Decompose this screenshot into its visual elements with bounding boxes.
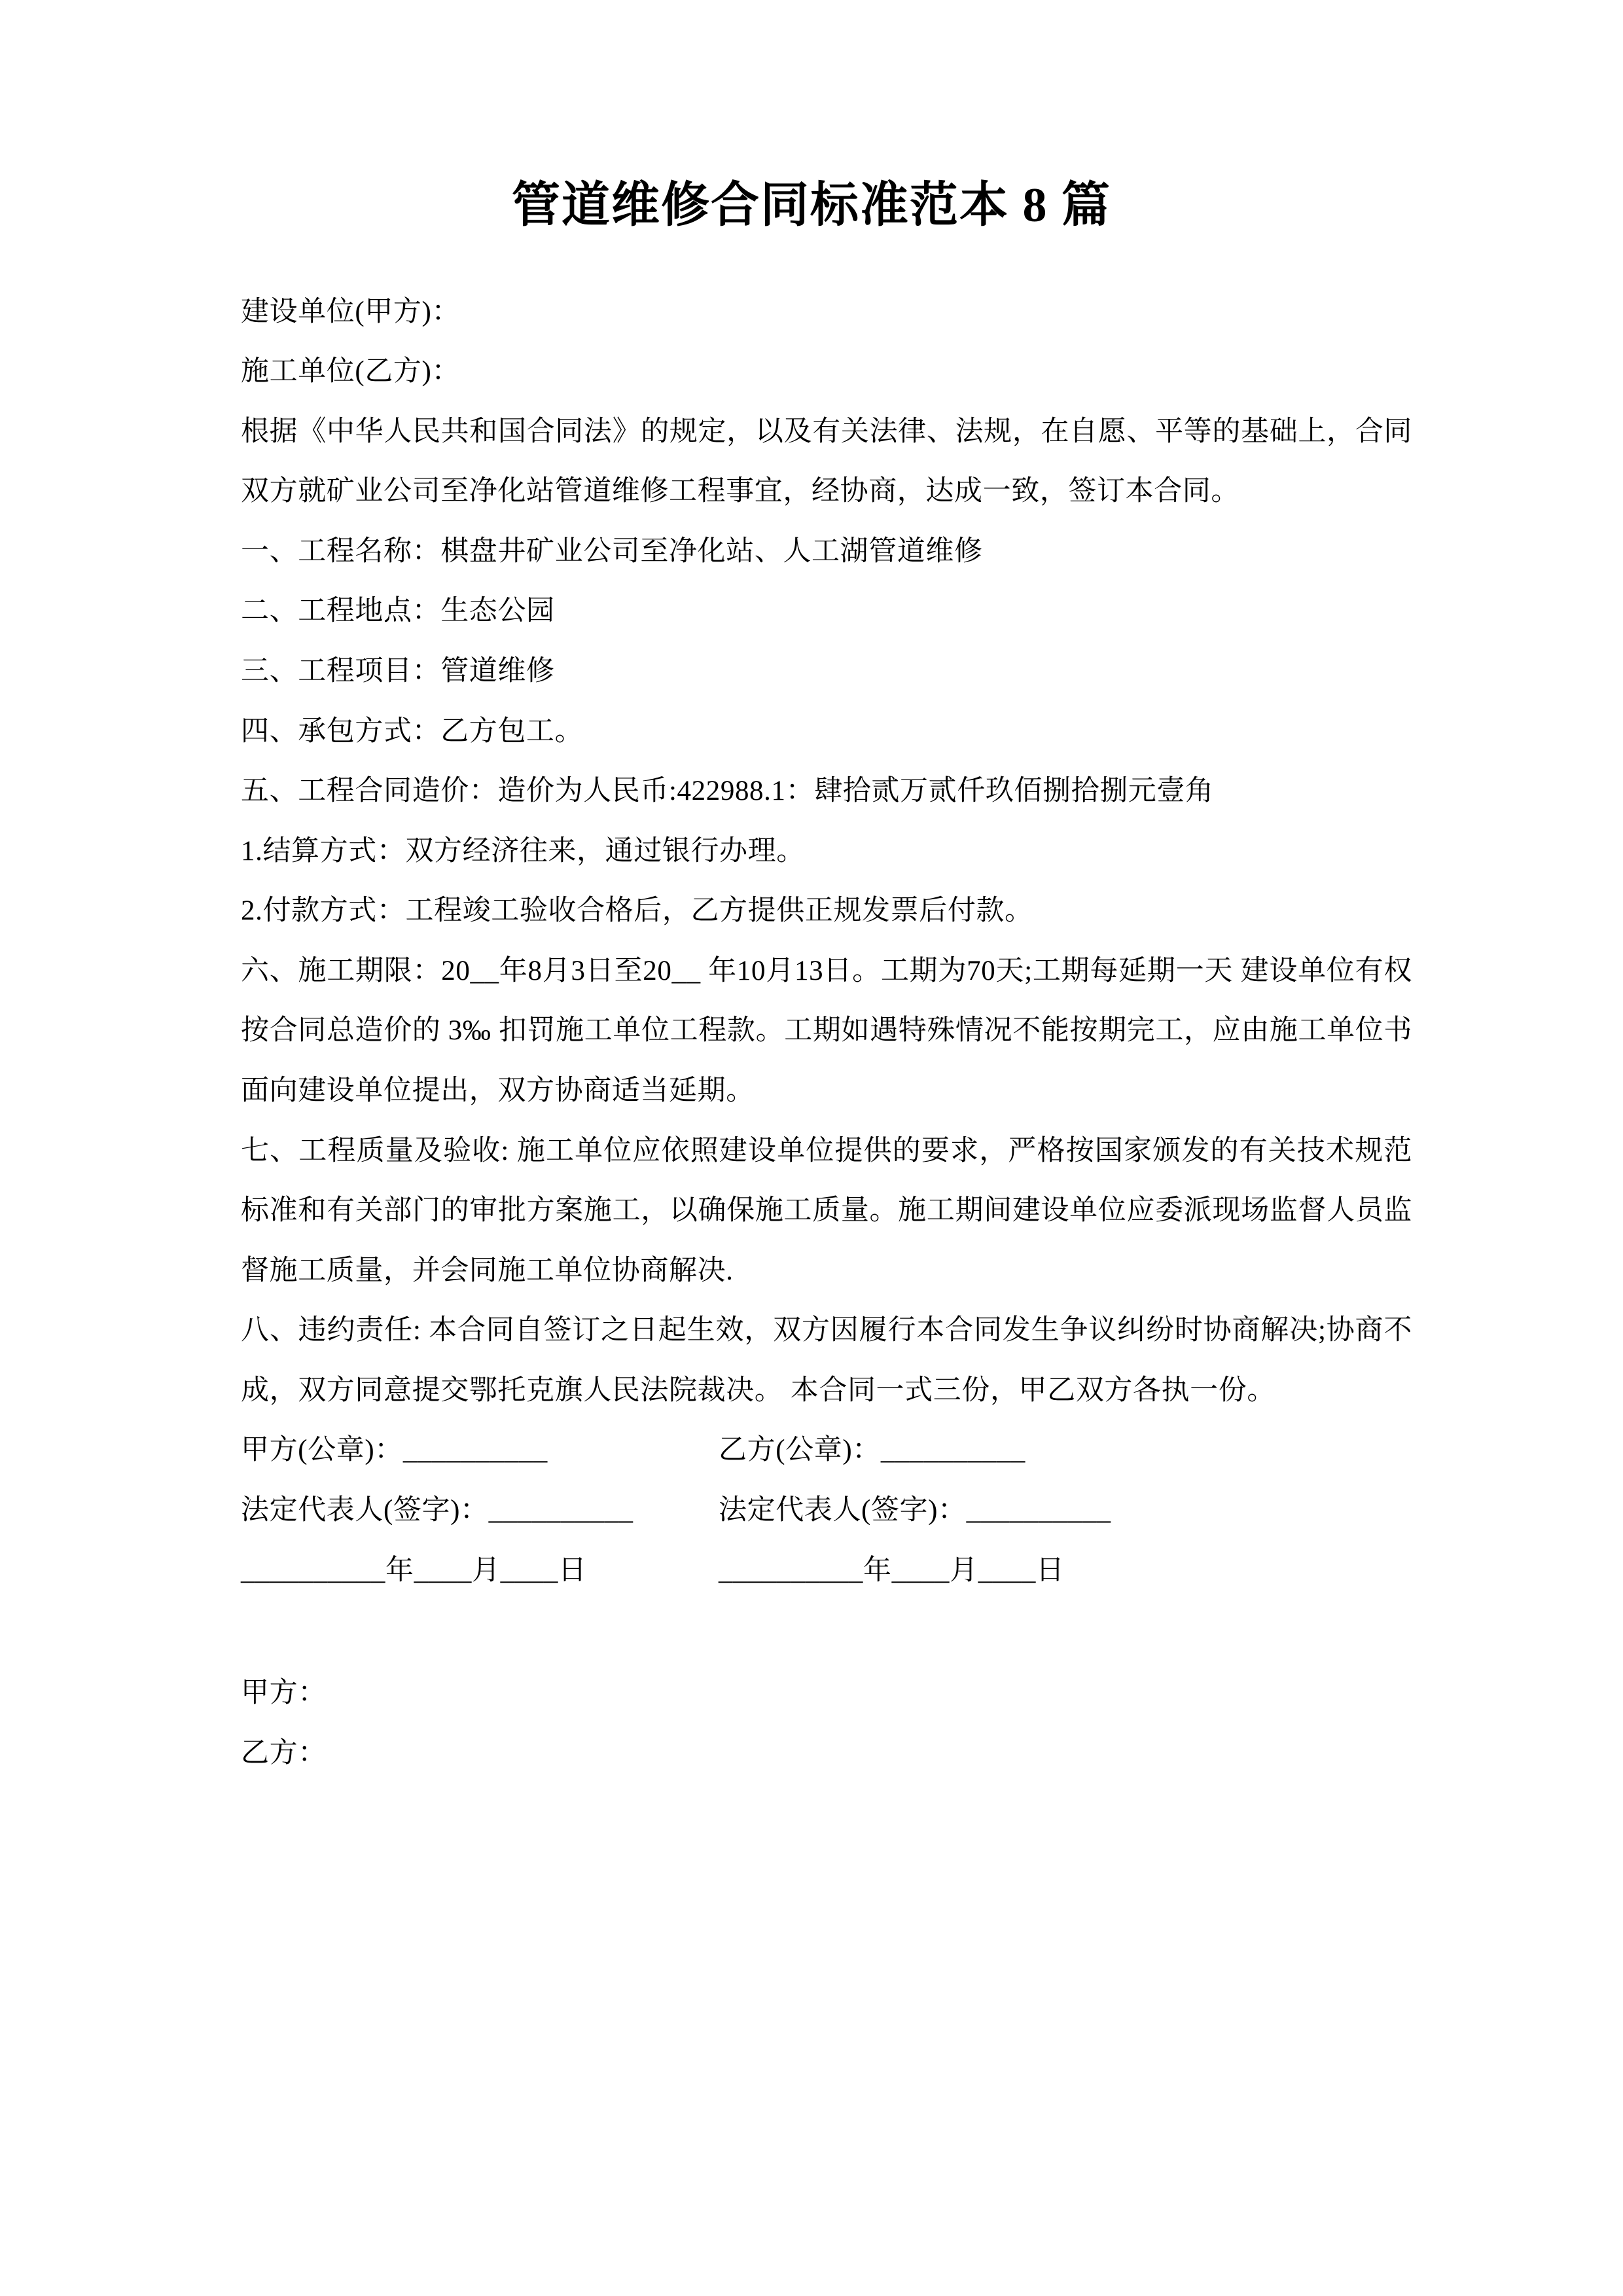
- seal-signature-row: [241, 1420, 1412, 1480]
- page-title: 管道维修合同标准范本 8 篇: [512, 179, 1111, 232]
- tail-party-block: [241, 1663, 1412, 1783]
- clause-5-2-payment-method: 2.付款方式：工程竣工验收合格后，乙方提供正规发票后付款。: [241, 895, 1033, 927]
- party-b-date-field[interactable]: __________年____月____日: [719, 1554, 1065, 1586]
- clause-4-contract-method: 四、承包方式：乙方包工。: [241, 715, 584, 747]
- party-a-representative-field[interactable]: 法定代表人(签字)：__________: [241, 1495, 633, 1526]
- party-a-date-field[interactable]: __________年____月____日: [241, 1554, 587, 1586]
- clause-1-project-name: 一、工程名称：棋盘井矿业公司至净化站、人工湖管道维修: [241, 535, 983, 567]
- party-b-label: 施工单位(乙方)：: [241, 356, 461, 387]
- party-a-seal-field[interactable]: 甲方(公章)：__________: [241, 1435, 548, 1466]
- party-b-representative-field[interactable]: 法定代表人(签字)：__________: [719, 1495, 1111, 1526]
- tail-party-a-label: 甲方：: [241, 1677, 327, 1709]
- clause-2-project-location: 二、工程地点：生态公园: [241, 596, 555, 627]
- date-signature-row: [241, 1541, 1412, 1601]
- clause-6-construction-period: 六、施工期限：20__年8月3日至20__ 年10月13日。工期为70天;工期每延期一天 建设单位有权按合同总造价的 3‰ 扣罚施工单位工程款。工期如遇特殊情况不能按期完工，应由施工单位书面向建设单位提出，双方协商适当延期。: [241, 955, 1412, 1107]
- document-body: [0, 282, 1623, 1784]
- preamble-paragraph: 根据《中华人民共和国合同法》的规定，以及有关法律、法规，在自愿、平等的基础上，合同双方就矿业公司至净化站管道维修工程事宜，经协商，达成一致，签订本合同。: [241, 416, 1412, 507]
- representative-signature-row: [241, 1480, 1412, 1541]
- clause-7-quality-and-acceptance: 七、工程质量及验收: 施工单位应依照建设单位提供的要求，严格按国家颁发的有关技术规范标准和有关部门的审批方案施工，以确保施工质量。施工期间建设单位应委派现场监督人员监督施工质量，并会同施工单位协商解决.: [241, 1135, 1412, 1286]
- party-b-seal-field[interactable]: 乙方(公章)：__________: [719, 1435, 1026, 1466]
- clause-5-contract-price: 五、工程合同造价：造价为人民币:422988.1：肆拾贰万贰仟玖佰捌拾捌元壹角: [241, 776, 1214, 807]
- clause-5-1-settlement-method: 1.结算方式：双方经济往来，通过银行办理。: [241, 835, 805, 867]
- party-a-label: 建设单位(甲方)：: [241, 296, 461, 327]
- clause-3-project-item: 三、工程项目：管道维修: [241, 655, 555, 687]
- clause-8-breach-liability: 八、违约责任: 本合同自签订之日起生效，双方因履行本合同发生争议纠纷时协商解决;协商不成，双方同意提交鄂托克旗人民法院裁决。 本合同一式三份，甲乙双方各执一份。: [241, 1315, 1412, 1406]
- tail-party-b-label: 乙方：: [241, 1737, 327, 1768]
